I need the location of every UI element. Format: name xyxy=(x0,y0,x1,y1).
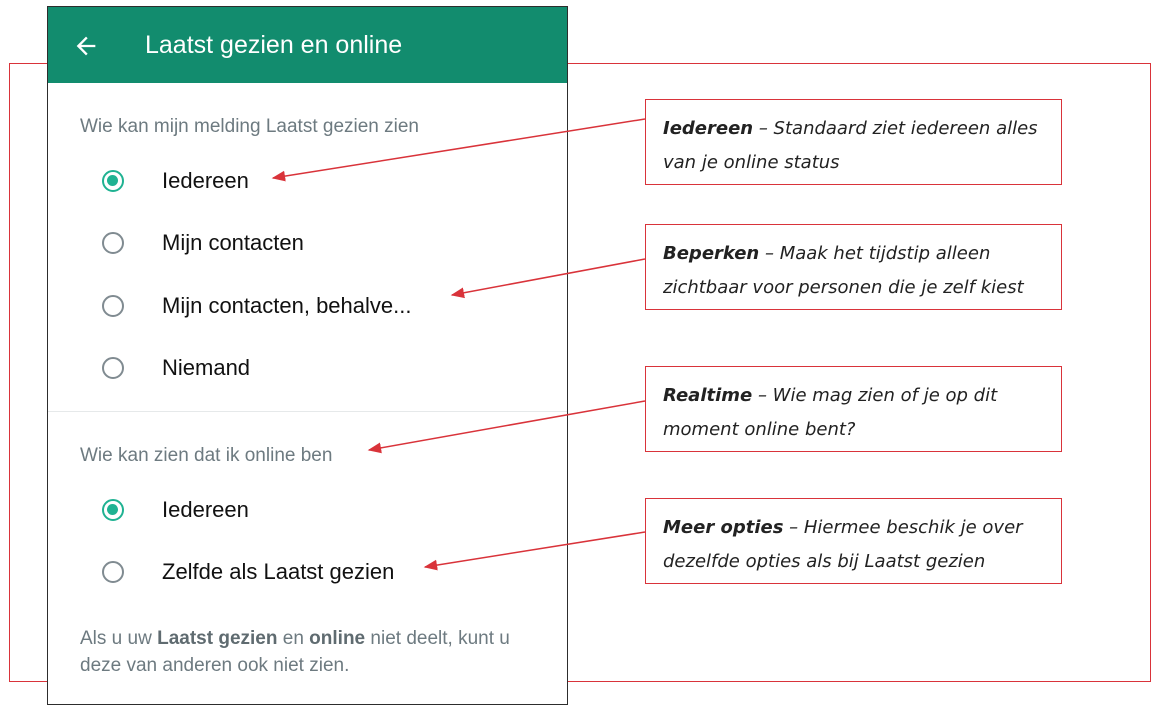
option-label: Mijn contacten xyxy=(162,230,304,255)
arrow-restrict xyxy=(452,259,645,295)
footnote-bold: online xyxy=(309,628,366,649)
option-label: Mijn contacten, behalve... xyxy=(162,293,412,318)
option-label: Zelfde als Laatst gezien xyxy=(162,559,395,584)
footnote-text: en xyxy=(277,628,310,649)
option-label: Iedereen xyxy=(162,168,249,193)
arrow-everyone xyxy=(273,119,645,178)
callout-title: Realtime xyxy=(663,385,753,406)
callout-text: – Maak het tijdstip alleen zichtbaar voor personen die je zelf kiest xyxy=(663,243,1024,298)
footnote-bold: Laatst gezien xyxy=(157,628,278,649)
online-section-label: Wie kan zien dat ik online ben xyxy=(80,445,333,466)
callout-title: Meer opties xyxy=(663,517,784,538)
arrow-more-options xyxy=(425,532,645,567)
last-seen-section-label: Wie kan mijn melding Laatst gezien zien xyxy=(80,116,420,137)
footnote-text: niet deelt, kunt u deze van anderen ook niet zien. xyxy=(80,628,510,676)
option-label: Iedereen xyxy=(162,497,249,522)
page-title: Laatst gezien en online xyxy=(145,31,403,59)
callout-text: – Wie mag zien of je op dit moment online bent? xyxy=(663,385,998,440)
callout-text: – Hiermee beschik je over dezelfde opties als bij Laatst gezien xyxy=(663,517,1023,572)
footnote-text: Als u uw xyxy=(80,628,158,649)
callout-title: Beperken xyxy=(663,243,760,264)
callout-title: Iedereen xyxy=(663,118,754,139)
option-label: Niemand xyxy=(162,355,251,380)
arrow-realtime xyxy=(369,401,645,450)
callout-text: – Standaard ziet iedereen alles van je online status xyxy=(663,118,1038,173)
